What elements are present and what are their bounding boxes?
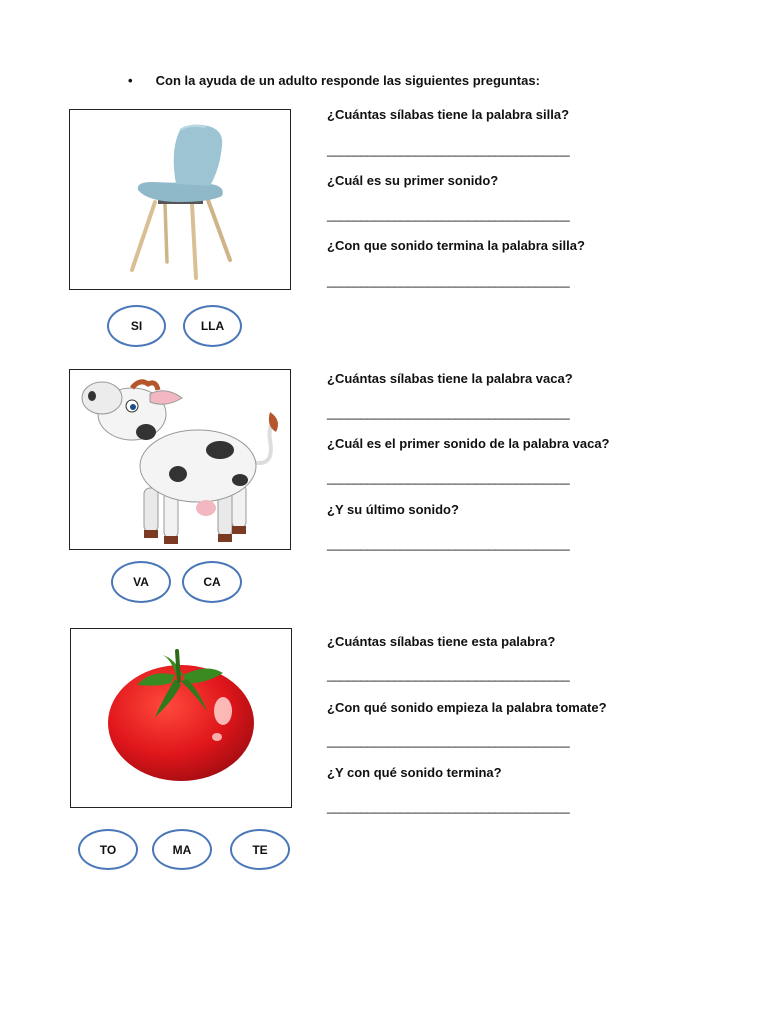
question-chair-3: ¿Con que sonido termina la palabra silla? — [327, 238, 585, 253]
question-tomato-3: ¿Y con qué sonido termina? — [327, 765, 502, 780]
answer-line-cow-1[interactable]: ____________________________________ — [327, 405, 570, 420]
answer-line-chair-2[interactable]: ____________________________________ — [327, 207, 570, 222]
bullet: • — [128, 73, 133, 88]
answer-line-cow-3[interactable]: ____________________________________ — [327, 536, 570, 551]
chair-illustration — [70, 110, 290, 289]
question-chair-2: ¿Cuál es su primer sonido? — [327, 173, 499, 188]
syllable-oval-to[interactable]: TO — [78, 829, 138, 870]
cow-image-frame — [69, 369, 291, 550]
question-chair-1: ¿Cuántas sílabas tiene la palabra silla? — [327, 107, 570, 122]
syllable-oval-va[interactable]: VA — [111, 561, 171, 603]
chair-image-frame — [69, 109, 291, 290]
syllable-oval-lla[interactable]: LLA — [183, 305, 242, 347]
question-cow-3: ¿Y su último sonido? — [327, 502, 459, 517]
tomato-illustration — [71, 629, 291, 807]
answer-line-cow-2[interactable]: ____________________________________ — [327, 470, 570, 485]
answer-line-tomato-2[interactable]: ____________________________________ — [327, 733, 570, 748]
syllable-oval-ma[interactable]: MA — [152, 829, 212, 870]
question-tomato-1: ¿Cuántas sílabas tiene esta palabra? — [327, 634, 556, 649]
cow-illustration — [70, 370, 290, 549]
instructions — [128, 73, 540, 88]
question-cow-2: ¿Cuál es el primer sonido de la palabra vaca? — [327, 436, 610, 451]
answer-line-tomato-1[interactable]: ____________________________________ — [327, 667, 570, 682]
answer-line-chair-3[interactable]: ____________________________________ — [327, 273, 570, 288]
syllable-oval-te[interactable]: TE — [230, 829, 290, 870]
syllable-oval-si[interactable]: SI — [107, 305, 166, 347]
syllable-oval-ca[interactable]: CA — [182, 561, 242, 603]
question-tomato-2: ¿Con qué sonido empieza la palabra tomate? — [327, 700, 607, 715]
answer-line-chair-1[interactable]: ____________________________________ — [327, 142, 570, 157]
answer-line-tomato-3[interactable]: ____________________________________ — [327, 799, 570, 814]
tomato-image-frame — [70, 628, 292, 808]
instructions-text: Con la ayuda de un adulto responde las siguientes preguntas: — [155, 73, 540, 88]
question-cow-1: ¿Cuántas sílabas tiene la palabra vaca? — [327, 371, 573, 386]
